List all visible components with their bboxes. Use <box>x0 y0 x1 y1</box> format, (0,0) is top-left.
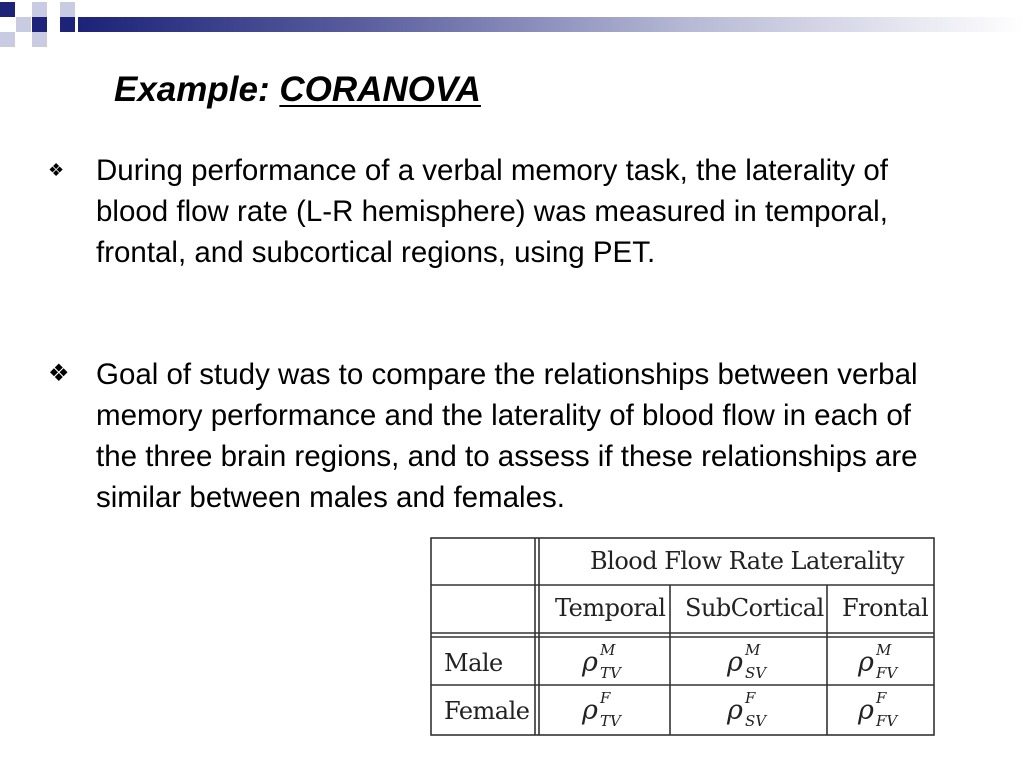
decor-square <box>16 17 31 32</box>
slide-header-decoration <box>0 0 1024 48</box>
decor-square <box>60 17 75 32</box>
diamond-bullet-icon: ❖ <box>48 360 70 387</box>
laterality-table <box>430 537 935 736</box>
decor-square <box>32 2 47 17</box>
bullet-text: During performance of a verbal memory task, the laterality of blood flow rate (L-R hemisphere) was measured in temporal, frontal, and subcortical regions, using PET. <box>96 154 888 269</box>
rho-male-frontal: ρ M FV <box>858 641 898 682</box>
column-header-temporal: Temporal <box>555 594 666 622</box>
column-header-frontal: Frontal <box>842 594 929 622</box>
decor-square <box>0 2 15 17</box>
slide-title <box>114 70 481 110</box>
bullet-item <box>48 150 948 320</box>
rho-female-temporal: ρ F TV <box>582 689 621 730</box>
rho-female-frontal: ρ F FV <box>858 689 898 730</box>
decor-square <box>32 17 47 32</box>
title-prefix: Example: <box>114 70 280 109</box>
decor-square <box>32 32 47 47</box>
bullet-text: Goal of study was to compare the relationships between verbal memory performance and the laterality of blood flow in each of the three brain regions, and to assess if these relationships are similar between males and females. <box>96 358 918 514</box>
table-group-header: Blood Flow Rate Laterality <box>590 547 904 575</box>
rho-male-subcortical: ρ M SV <box>727 641 767 682</box>
row-label-male: Male <box>444 649 503 677</box>
column-header-subcortical: SubCortical <box>685 594 824 622</box>
diamond-bullet-icon: ❖ <box>48 160 65 180</box>
rho-female-subcortical: ρ F SV <box>727 689 767 730</box>
rho-male-temporal: ρ M TV <box>582 641 621 682</box>
decor-gradient-bar <box>78 17 1024 32</box>
row-label-female: Female <box>444 697 530 725</box>
bullet-item <box>48 354 948 564</box>
decor-square <box>60 2 75 17</box>
title-link[interactable]: CORANOVA <box>279 70 481 109</box>
decor-square <box>0 32 15 47</box>
